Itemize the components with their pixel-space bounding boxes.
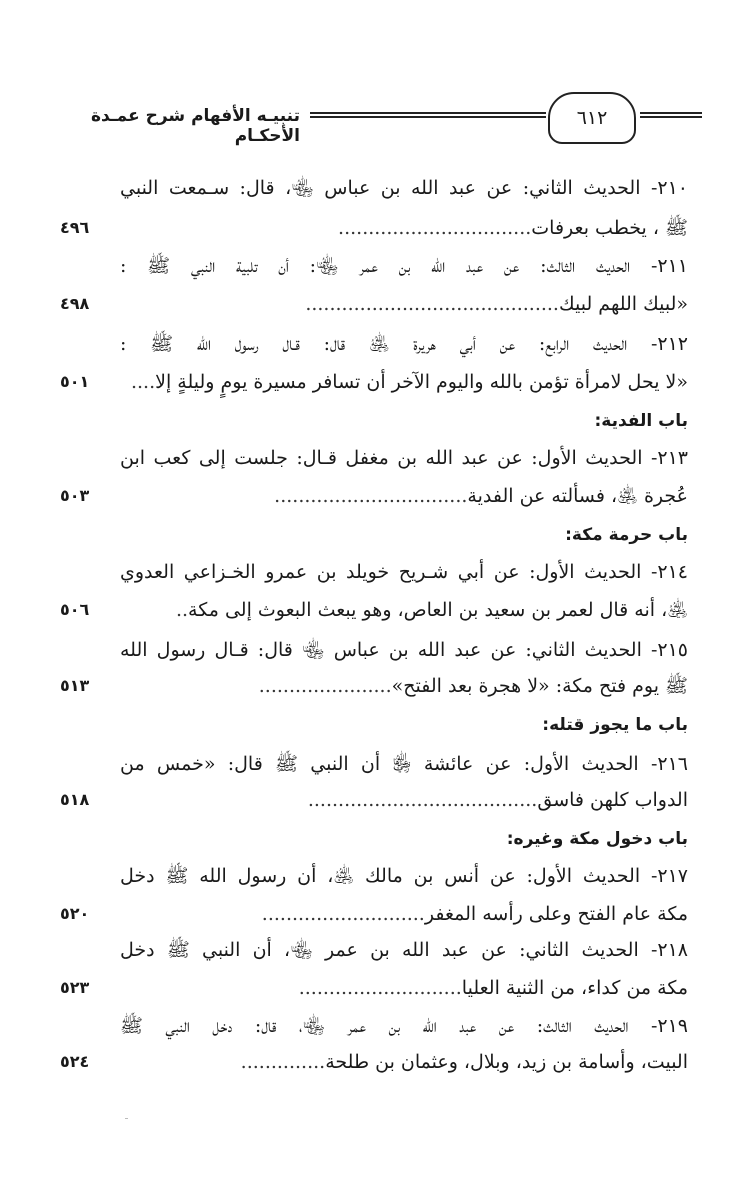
index-entry-line (120, 248, 688, 284)
index-entry-last-line (120, 478, 688, 514)
index-entry-line (120, 326, 688, 362)
entry-page-number: ٥٠١ (60, 372, 90, 391)
entry-text: ٢١٤- الحديث الأول: عن أبي شـريح خويلد بن عمرو الخـزاعي العدوي (120, 561, 688, 583)
entry-text: مكة من كداء، من الثنية العليا (461, 977, 688, 999)
entry-page-number: ٥٢٠ (60, 904, 90, 923)
entry-text: ٢١١- الحديث الثالث: عن عبد الله بن عمر ﵄: أن تلبية النبي ﷺ : (120, 255, 688, 277)
entry-text: مكة عام الفتح وعلى رأسه المغفر (424, 903, 688, 925)
index-entry-last-line (120, 364, 688, 400)
entry-text: البيت، وأسامة بن زيد، وبلال، وعثمان بن طلحة (325, 1051, 688, 1073)
index-entry-line (120, 440, 688, 476)
page-header (20, 92, 710, 152)
leader-dots: ........................... (298, 977, 462, 999)
entry-page-number: ٥٢٤ (60, 1052, 90, 1071)
entry-text: ٢١٥- الحديث الثاني: عن عبد الله بن عباس ﵄ قال: قـال رسول الله (120, 639, 688, 661)
leader-dots: ................................ (274, 485, 468, 507)
entry-page-number: ٥٠٦ (60, 600, 90, 619)
entry-text: ﷺ يوم فتح مكة: «لا هجرة بعد الفتح» (391, 675, 688, 697)
leader-dots: ........................... (261, 903, 425, 925)
index-entry-last-line (120, 970, 688, 1006)
section-heading: باب ما يجوز قتله: (542, 715, 688, 735)
leader-dots: ...................... (258, 675, 392, 697)
section-heading: باب الفدية: (594, 411, 688, 431)
index-entry-line (120, 170, 688, 206)
index-entry-last-line (120, 782, 688, 818)
entry-text: ٢١٨- الحديث الثاني: عن عبد الله بن عمر ﵄، أن النبي ﷺ دخل (120, 939, 688, 961)
index-entry-line (120, 554, 688, 590)
entry-page-number: ٥٠٣ (60, 486, 90, 505)
header-rule-left (310, 112, 546, 122)
leader-dots: ................................ (338, 217, 532, 239)
index-entry-line (120, 1008, 688, 1044)
entry-page-number: ٥١٨ (60, 790, 90, 809)
leader-dots: .............. (240, 1051, 326, 1073)
entry-page-number: ٤٩٨ (60, 294, 90, 313)
index-entry-last-line (120, 896, 688, 932)
entry-page-number: ٤٩٦ (60, 218, 90, 237)
section-heading: باب حرمة مكة: (565, 525, 688, 545)
leader-dots: .. (175, 599, 189, 621)
index-entry-line (120, 858, 688, 894)
margin-mark (125, 1118, 128, 1119)
entry-text: الدواب كلهن فاسق (537, 789, 688, 811)
entry-text: ٢١٢- الحديث الرابع: عن أبي هريرة ﵁ قال: قـال رسول الله ﷺ : (120, 333, 688, 355)
index-entry-last-line (120, 286, 688, 322)
entry-text: «لا يحل لامرأة تؤمن بالله واليوم الآخر أن تسافر مسيرة يومٍ وليلةٍ إلا (155, 371, 688, 393)
entry-text: ﷺ ، يخطب بعرفات (531, 217, 688, 239)
entry-text: «لبيك اللهم لبيك (558, 293, 688, 315)
entry-text: ٢١٧- الحديث الأول: عن أنس بن مالك ﵁، أن رسول الله ﷺ دخل (120, 865, 688, 887)
leader-dots: .......................................... (305, 293, 559, 315)
entry-text: ٢١٠- الحديث الثاني: عن عبد الله بن عباس ﵄، قال: سـمعت النبي (120, 177, 688, 199)
index-entry-line (120, 632, 688, 668)
page-number: ٦١٢ (548, 92, 636, 144)
index-entry-last-line (120, 210, 688, 246)
leader-dots: ...................................... (307, 789, 538, 811)
entry-text: ٢١٩- الحديث الثالث: عن عبد الله بن عمر ﵄، قال: دخل النبي ﷺ (120, 1015, 688, 1037)
index-entry-line (120, 746, 688, 782)
index-entry-last-line (120, 668, 688, 704)
entry-text: ﵁، أنه قال لعمر بن سعيد بن العاص، وهو يبعث البعوث إلى مكة (188, 599, 688, 621)
entry-text: ٢١٦- الحديث الأول: عن عائشة ﵂ أن النبي ﷺ قال: «خمس من (120, 753, 688, 775)
leader-dots: .... (130, 371, 156, 393)
header-rule-right (640, 112, 702, 122)
entry-text: عُجرة ﵁، فسألته عن الفدية (467, 485, 688, 507)
entry-text: ٢١٣- الحديث الأول: عن عبد الله بن مغفل قـال: جلست إلى كعب ابن (120, 447, 688, 469)
section-heading: باب دخول مكة وغيره: (506, 829, 688, 849)
entry-page-number: ٥٢٣ (60, 978, 90, 997)
index-entry-line (120, 932, 688, 968)
book-title: تنبيـه الأفهام شرح عمـدة الأحكـام (91, 106, 300, 146)
index-entry-last-line (120, 592, 688, 628)
index-entry-last-line (120, 1044, 688, 1080)
entry-page-number: ٥١٣ (60, 676, 90, 695)
